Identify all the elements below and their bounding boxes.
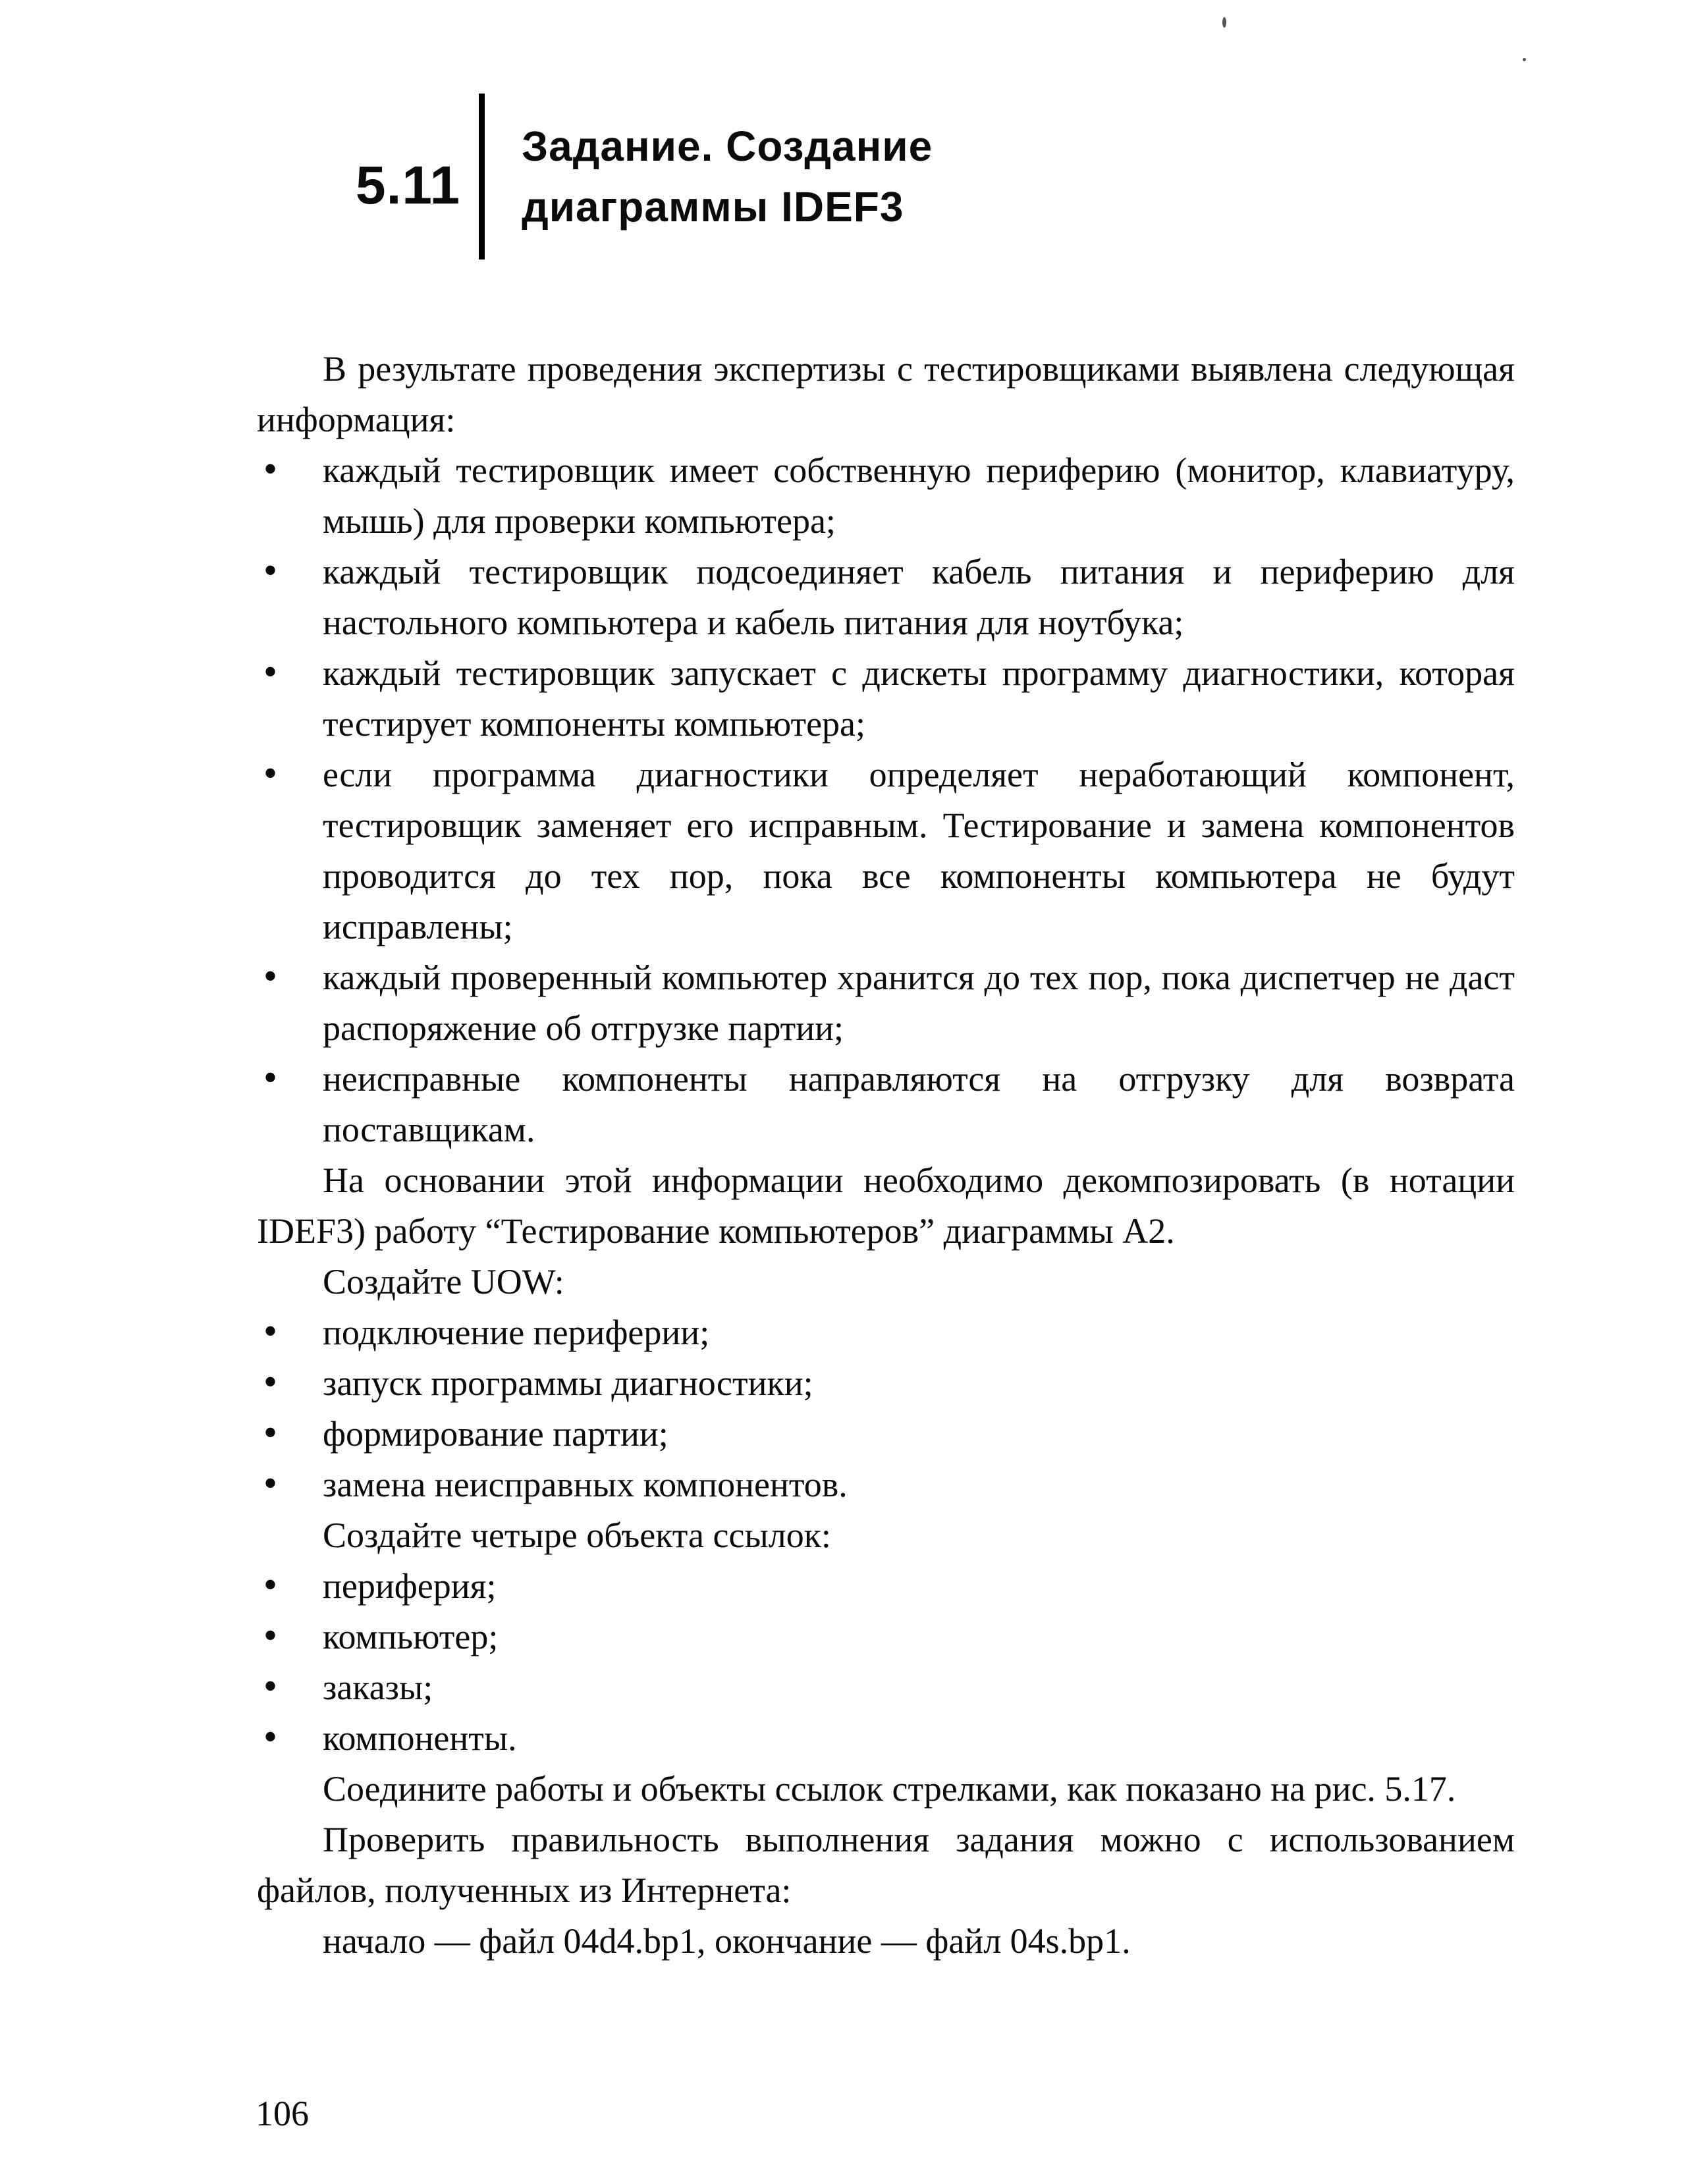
list-item xyxy=(257,952,1515,1054)
uow-heading: Создайте UOW: xyxy=(323,1262,564,1301)
bullet-icon: • xyxy=(263,549,278,592)
list-item xyxy=(257,1713,1515,1764)
connect-paragraph: Соедините работы и объекты ссылок стрелками, как показано на рис. 5.17. xyxy=(323,1769,1456,1809)
list-item xyxy=(257,1054,1515,1155)
list-item-text: запуск программы диагностики; xyxy=(323,1363,813,1403)
list-item-text: каждый проверенный компьютер хранится до тех пор, пока диспетчер не даст распоряжение об отгрузке партии; xyxy=(323,958,1515,1048)
ref-objects-heading: Создайте четыре объекта ссылок: xyxy=(323,1515,831,1555)
decompose-paragraph: На основании этой информации необходимо декомпозировать (в нотации IDEF3) работу “Тестирование компьютеров” диаграммы А2. xyxy=(257,1160,1515,1251)
list-item xyxy=(257,1307,1515,1358)
list-item-text: если программа диагностики определяет неработающий компонент, тестировщик заменяет его исправным. Тестирование и замена компонентов проводится до тех пор, пока все компоненты компьютера не будут исправлены; xyxy=(323,755,1515,946)
bullet-icon: • xyxy=(263,1715,278,1759)
list-item-text: замена неисправных компонентов. xyxy=(323,1465,848,1504)
page-title-line-1: Задание. Создание xyxy=(522,123,933,170)
bullet-icon: • xyxy=(263,1664,278,1708)
list-item-text: заказы; xyxy=(323,1668,433,1707)
bullet-icon: • xyxy=(263,1411,278,1454)
list-item-text: формирование партии; xyxy=(323,1414,668,1454)
list-item-text: периферия; xyxy=(323,1566,497,1606)
bullet-icon: • xyxy=(263,447,278,491)
intro-paragraph: В результате проведения экспертизы с тестировщиками выявлена следующая информация: xyxy=(257,349,1515,439)
files-line: начало — файл 04d4.bp1, окончание — файл 04s.bp1. xyxy=(323,1921,1131,1961)
list-item xyxy=(257,547,1515,648)
bullet-icon: • xyxy=(263,1056,278,1099)
list-item xyxy=(257,1409,1515,1460)
list-item xyxy=(257,648,1515,750)
bullet-icon: • xyxy=(263,1360,278,1404)
bullet-icon: • xyxy=(263,650,278,694)
bullet-icon: • xyxy=(263,751,278,795)
list-item xyxy=(257,750,1515,952)
list-item-text: каждый тестировщик запускает с дискеты программу диагностики, которая тестирует компоненты компьютера; xyxy=(323,653,1515,744)
bullet-icon: • xyxy=(263,1461,278,1505)
page-title xyxy=(485,116,933,237)
list-item xyxy=(257,1662,1515,1713)
list-item-text: компоненты. xyxy=(323,1718,517,1758)
list-item xyxy=(257,445,1515,547)
page-number: 106 xyxy=(256,2094,309,2133)
check-paragraph: Проверить правильность выполнения задания можно с использованием файлов, полученных из Интернета: xyxy=(257,1820,1515,1910)
bullet-icon: • xyxy=(263,954,278,998)
list-item-text: неисправные компоненты направляются на отгрузку для возврата поставщикам. xyxy=(323,1059,1515,1149)
list-item-text: компьютер; xyxy=(323,1617,499,1656)
list-item xyxy=(257,1358,1515,1409)
findings-list xyxy=(257,445,1515,1155)
scan-speck xyxy=(1222,17,1226,28)
section-header xyxy=(356,94,1686,259)
list-item xyxy=(257,1460,1515,1510)
list-item xyxy=(257,1561,1515,1612)
list-item-text: каждый тестировщик имеет собственную периферию (монитор, клавиатуру, мышь) для проверки компьютера; xyxy=(323,450,1515,541)
bullet-icon: • xyxy=(263,1309,278,1353)
ref-objects-list xyxy=(257,1561,1515,1764)
body-text xyxy=(257,344,1515,1967)
bullet-icon: • xyxy=(263,1614,278,1657)
header-divider-bar xyxy=(479,94,485,259)
list-item xyxy=(257,1612,1515,1662)
bullet-icon: • xyxy=(263,1563,278,1606)
list-item-text: каждый тестировщик подсоединяет кабель питания и периферию для настольного компьютера и кабель питания для ноутбука; xyxy=(323,552,1515,642)
uow-list xyxy=(257,1307,1515,1510)
page-title-line-2: диаграммы IDEF3 xyxy=(522,183,904,231)
scan-speck xyxy=(1523,58,1526,61)
list-item-text: подключение периферии; xyxy=(323,1313,710,1352)
section-number: 5.11 xyxy=(356,155,461,215)
